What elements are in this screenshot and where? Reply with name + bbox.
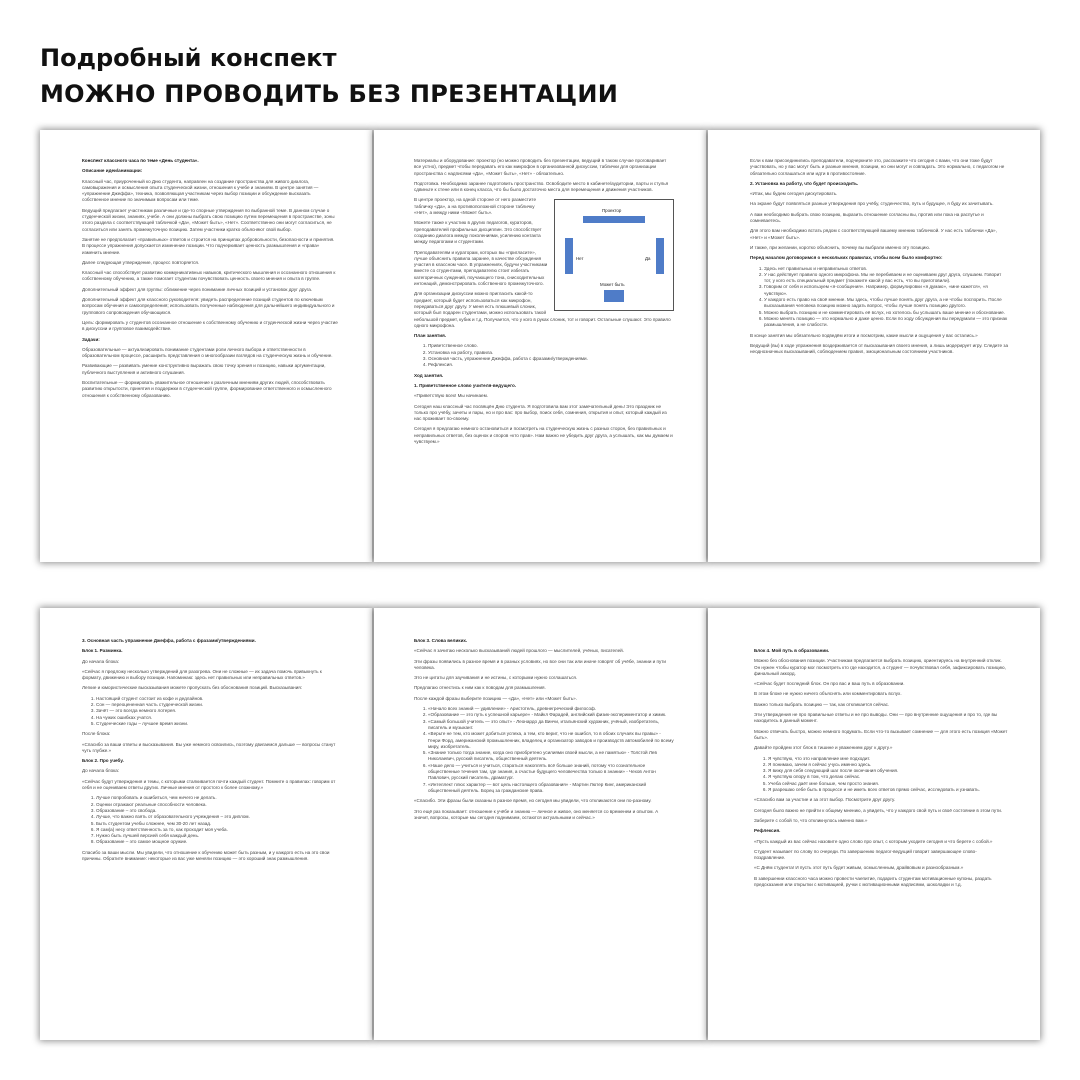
section-heading: Задачи: xyxy=(82,336,100,342)
list-item: 2. У нас действует правило одного микрофона. Мы не перебиваем и не оцениваем друг друга, слушаем. Говорит тот, у кого есть специальный предмет (покажите какой у вас есть, что вы приготовили). xyxy=(764,272,1008,285)
list-item: 5. Студенческие годы – лучшее время жизни. xyxy=(96,721,338,727)
list-item: 6. «Наше дело — учиться и учиться, стараться накоплять всё больше знаний, потому что сознательное общественные течения там, где знания, а счастье будущего человечества только в знании» - Чехов Антон Павлович, русский писатель, драматург. xyxy=(428,763,674,782)
page-header xyxy=(40,40,618,112)
paragraph: Предлагаю отнестись к ним как к поводам для размышления. xyxy=(414,685,546,691)
paragraph: Воспитательные — формировать уважительное отношение к различным мнениям других людей, способствовать развитию открытости, принятия и поддержки в студенческой группе, формирование ответственного и осмысленного отношения к собственному образованию. xyxy=(82,380,332,398)
list-item: 1. Здесь нет правильных и неправильных ответов. xyxy=(764,266,1008,272)
section-heading: Перед началом договоримся о нескольких правилах, чтобы всем было комфортно: xyxy=(750,255,943,261)
paragraph: В завершении классного часа можно провести чаепитие, подарить студентам мотивационные купоны, раздать предсказания или открытки с мотивацией, ручки с мотивационными надписями, шоколадки и т.д. xyxy=(754,875,992,888)
paragraph: В центре проектор, на одной стороне от него разместите табличку «Да», а на противоположной стороне табличку «Нет», а между ними «Может быть». xyxy=(414,197,537,216)
paragraph: «Итак, мы будем сегодня дискутировать. xyxy=(750,191,838,197)
paragraph: Эти утверждения не про правильные ответы и не про выводы. Они — про внутренние ощущения и про то, где вы находитесь в данный момент. xyxy=(754,712,998,724)
list-item: 2. Сон — переоцененная часть студенческой жизни. xyxy=(96,702,338,708)
document-page-6 xyxy=(708,608,1040,1040)
projector-label: Проектор xyxy=(602,208,622,214)
paragraph: «С Днём студента! И пусть этот путь будет живым, осмысленным, драйвовым и разнообразным.» xyxy=(754,865,964,871)
numbered-list xyxy=(414,706,674,794)
numbered-list xyxy=(754,756,1008,794)
list-item: 4. На чужих ошибках учатся. xyxy=(96,715,338,721)
paragraph: «Спасибо. Эти фразы были сказаны в разное время, но сегодня мы увидели, что откликаются они по-разному. xyxy=(414,798,652,804)
paragraph: «Сейчас будут утверждения и темы, с которыми сталкивается почти каждый студент. Помните о правилах: говорим от себя и не оцениваем ответы других. Личные мнения от простого к более сложному.» xyxy=(82,778,336,791)
list-item: 3. Зачёт — это всегда немного лотерея. xyxy=(96,708,338,714)
paragraph: Если к вам присоединились преподаватели, подчеркните это, расскажите что сегодня с вами, что они тоже будут участвовать, но у вас могут быть и разные мнения, позиции, но они могут и совпадать. Это нормально, с педагогом не обязательно соглашаться или идти в противостояние. xyxy=(750,158,1005,176)
section-heading: 2. Установка на работу, что будет происходить. xyxy=(750,180,859,186)
paragraph: «Спасибо за ваши ответы и высказывания. Вы уже немного освоились, поэтому двигаемся дальше — вопросы станут чуть глубже.» xyxy=(82,741,336,753)
paragraph: Спасибо за ваши мысли. Мы увидели, что отношение к обучению может быть разным, и у каждого есть на это свои причины. Обратите внимание: некоторые из вас уже меняли позицию — это хороший знак размышления. xyxy=(82,849,330,862)
paragraph: Легкие и юмористические высказывания можете пропускать без обоснования позиций. Высказывания: xyxy=(82,685,303,691)
paragraph: До начала блока: xyxy=(82,768,120,774)
yes-sign-shape xyxy=(656,238,664,274)
paragraph: Развивающие — развивать умение конструктивно выражать свою точку зрения и позицию, навыки аргументации, публичного выступления и активного слушания. xyxy=(82,363,326,375)
list-item: 1. «Начало всех знаний — удивление» - Аристотель, древнегреческий философ. xyxy=(428,706,674,712)
list-item: 3. Образование – это свобода. xyxy=(96,808,338,814)
section-heading: Описание идеи/анимации: xyxy=(82,168,143,174)
section-heading: 1. Приветственное слово учителя-ведущего. xyxy=(414,382,517,388)
list-item: 2. Установка на работу, правила. xyxy=(428,350,674,356)
paragraph: «Сейчас я зачитаю несколько высказываний людей прошлого — мыслителей, учёных, писателей. xyxy=(414,648,624,654)
projector-shape xyxy=(583,216,645,223)
section-heading: Блок 4. Мой путь в образовании. xyxy=(754,648,830,653)
list-item: 6. Я разрешаю себе быть в процессе и не иметь всех ответов прямо сейчас, исследовать и узнавать. xyxy=(768,787,1008,793)
paragraph: Цель: формировать у студентов осознанное отношение к собственному обучению и студенческой жизни через участие в дискуссии и групповое взаимодействие. xyxy=(82,319,338,332)
list-item: 7. «Интеллект плюс характер — вот цель настоящего образования» - Мартин Лютер Кинг, американский общественный деятель. Борец за гражданские права. xyxy=(428,782,674,795)
paragraph: Классный час, приуроченный ко Дню студента, направлен на создание пространства для живого диалога, самовыражения и осмысления опыта студенческой жизни, отношения к учебе и знаниям. В центре занятия — «упражнение Джеффа», техника, позволяющая участникам через выбор позиции и обсуждение высказать собственное мнение по значимым вопросам или теме. xyxy=(82,178,319,203)
paragraph: В этом блоке не нужно ничего объяснять или комментировать вслух. xyxy=(754,691,902,697)
list-item: 8. Образование – это самое мощное оружие. xyxy=(96,839,338,845)
document-page-3 xyxy=(708,130,1040,562)
list-item: 3. Говорим от себя и используем «я-сообщения». Например, формулировки «я думаю», «мне кажется», «я чувствую». xyxy=(764,284,1008,297)
list-item: 1. Приветственное слово. xyxy=(428,343,674,349)
header-title: МОЖНО ПРОВОДИТЬ БЕЗ ПРЕЗЕНТАЦИИ xyxy=(40,80,619,108)
paragraph: Можете также к участию в других педагогов, кураторов, преподавателей профильных дисциплин. Это способствует созданию диалога между поколениями, усилению контакта между педагогами и студентами. xyxy=(414,220,542,245)
list-item: 1. Лучше попробовать и ошибиться, чем ничего не делать. xyxy=(96,795,338,801)
list-item: 2. Я понимаю, зачем я сейчас учусь именно здесь. xyxy=(768,762,1008,768)
list-item: 2. Оценки отражают реальные способности человека. xyxy=(96,802,338,808)
paragraph: Дополнительный эффект для группы: сближение через понимание личных позиций и установок друг друга. xyxy=(82,286,313,292)
paragraph: Это ещё раз показывает: отношение к учёбе и знанию — личное и живое, оно меняется со временем и опытом. А значит, вопросы, которые мы сегодня поднимаем, остаются актуальными и сейчас.» xyxy=(414,808,659,820)
list-item: 5. «Знание только тогда знание, когда оно приобретено усилиями своей мысли, а не памятью» - Толстой Лев Николаевич, русский писатель, общественный деятель. xyxy=(428,750,674,763)
paragraph: Классный час способствует развитию коммуникативных навыков, критического мышления и осознанного отношения к собственному обучению, а также помогает студентам почувствовать ценность своего мнения и опыта в группе. xyxy=(82,270,336,282)
list-item: 3. Основная часть, упражнение Джеффа, работа с фразами/утверждениями. xyxy=(428,356,674,362)
paragraph: Далее следующая утверждение, процесс повторяется. xyxy=(82,259,200,265)
list-item: 4. Я чувствую опору в том, что делаю сейчас. xyxy=(768,774,1008,780)
paragraph: Для организации дискуссии можно пригласить какой-то предмет, который будет использоваться как микрофон, передаваться друг другу. У меня есть плюшевый слоник, который был подарен студентами, можно использовать такой небольшой предмет, кубик и т.д. Получается, что у кого в руках слоник, тот и говорит. Остальные слушают. Это правило одного микрофона. xyxy=(414,291,671,328)
paragraph: Сегодня я предлагаю немного остановиться и посмотреть на студенческую жизнь с разных сторон, без правильных и неправильных ответов, без оценок и споров «кто прав». Нам важно не убедить друг друга, а услышать, как мы думаем и чувствуем.» xyxy=(414,426,673,444)
paragraph: В конце занятия мы обязательно подведём итоги и посмотрим, какие мысли и ощущения у вас остались.» xyxy=(750,332,978,338)
section-heading: 3. Основная часть упражнение Джеффа, работа с фразами/утверждениями. xyxy=(82,638,256,643)
section-heading: Ход занятия. xyxy=(414,372,444,378)
paragraph: После блока: xyxy=(82,731,111,737)
paragraph: Сегодня наш классный час посвящён Дню студента. Я подготовила вам этот замечательный день! Это праздник не только про учёбу, зачеты и пары, но и про вас: про выбор, поиск себя, сомнения, открытия и опыт, который каждый из нас проживает по-своему. xyxy=(414,403,667,422)
paragraph: «Пусть каждый из вас сейчас назовите одно слово про опыт, с которым уходите сегодня и что берете с собой.» xyxy=(754,838,993,844)
paragraph: Студент называет по слову по очереди. По завершению педагог-ведущий говорит завершающее слово-поздравление. xyxy=(754,848,977,861)
list-item: 1. Я чувствую, что это направление мне подходит. xyxy=(768,756,1008,762)
list-item: 5. Учеба сейчас даёт мне больше, чем просто знания. xyxy=(768,781,1008,787)
paragraph: «Спасибо вам за участие и за этот выбор. Посмотрите друг другу. xyxy=(754,797,896,803)
paragraph: И также, при желании, коротко объяснить, почему вы выбрали именно эту позицию. xyxy=(750,244,931,250)
list-item: 2. «Образование — это путь к успешной карьере» - Майкл Фарадей, английский физик-экспериментатор и химик. xyxy=(428,712,674,718)
numbered-list xyxy=(750,266,1008,329)
list-item: 4. У каждого есть право на своё мнение. Мы здесь, чтобы лучше понять друг друга, а не чтобы поспорить. После высказывания человека позицию можно задать вопрос, чтобы лучше понять позицию другого. xyxy=(764,297,1008,310)
paragraph: Давайте пройдем этот блок в тишине и уважением друг к другу.» xyxy=(754,745,893,751)
numbered-list xyxy=(82,696,338,727)
list-item: 6. Я сам(а) несу ответственность за то, как проходит моя учеба. xyxy=(96,827,338,833)
paragraph: Важно только выбрать позицию — так, как откликается сейчас. xyxy=(754,701,890,707)
document-title: Конспект классного часа по теме «День студента». xyxy=(82,158,199,163)
list-item: 3. Я вижу для себя следующий шаг после окончания обучения. xyxy=(768,768,1008,774)
document-page-2 xyxy=(374,130,706,562)
document-page-4 xyxy=(40,608,372,1040)
document-page-5 xyxy=(374,608,706,1040)
numbered-list xyxy=(82,795,338,845)
paragraph: Материалы и оборудование: проектор (но можно проводить без презентации, ведущий в таком случае проговаривает все устно), предмет чтобы передавать его как микрофон в организованной дискуссии, таблички для организации пространства с надписями «Да», «Может быть», «Нет» - обязательно. xyxy=(414,158,667,176)
paragraph: «Сейчас будет последний блок. Он про вас и ваш путь в образовании. xyxy=(754,681,905,687)
list-item: 6. Можно менять позицию — это нормально и даже ценно. Если по ходу обсуждения вы передумали — это признак размышления, а не слабости. xyxy=(764,316,1008,329)
paragraph: Эти фразы появились в разное время и в разных условиях, но все они так или иначе говорят об учёбе, знании и пути человека. xyxy=(414,658,666,670)
paragraph: На экране будут появляться разные утверждения про учёбу, студенчество, путь и будущее, я буду их зачитывать. xyxy=(750,201,994,207)
list-item: 4. Лучше, что важно взять от образовательного учреждения – это диплом. xyxy=(96,814,338,820)
paragraph: Ведущий (вы) в ходе упражнения воздерживается от высказывания своего мнения, а лишь модерирует игру. Следите за неоднозначных высказываний, соблюдением правил, эмоциональным состоянием участников. xyxy=(750,342,1009,355)
paragraph: «Сейчас я предложу несколько утверждений для разогрева. Они не сложные — их задача помочь привыкнуть к формату, движению и выбору позиции. Напоминаю: здесь нет правильных или неправильных ответов.» xyxy=(82,668,322,681)
paragraph: А вам необходимо выбрать свою позицию, выразить отношение согласны вы, против или пока на распутье и сомневаетесь. xyxy=(750,211,984,224)
paragraph: Это не цитаты для заучивания и не истины, с которыми нужно соглашаться. xyxy=(414,675,578,681)
paragraph: Образовательные — актуализировать понимание студентами роли личного выбора и ответственности в образовательном процессе, расширить представления о многообразии взглядов на студенческую жизнь и обучение. xyxy=(82,346,333,359)
list-item: 5. Быть студентом учебы сложнее, чем 30-20 лет назад. xyxy=(96,821,338,827)
yes-label: Да xyxy=(645,256,651,262)
section-heading: Блок 3. Слова великих. xyxy=(414,638,468,643)
numbered-list xyxy=(414,343,674,368)
paragraph: Преподавателям и кураторам, которых вы «пригласите», лучше объяснить правила заранее, в качестве обсуждения участия в классном часе. В упражнениях, будучи участниками вместе со студентами, преподавателю стоит избегать категоричных суждений, поучающего тона, снисходительных интонаций, демонстрировать собственного промежуточного. xyxy=(414,249,548,287)
paragraph: Дополнительный эффект для классного руководителя: увидеть распределение позиций студентов по ключевым вопросам обучения и самоопределения; использовать полученные наблюдения для дальнейшего индивидуального и группового сопровождения обучающихся. xyxy=(82,297,335,315)
header-subtitle: Подробный конспект xyxy=(40,44,337,72)
document-page-1 xyxy=(40,130,372,562)
classroom-layout-diagram xyxy=(554,199,674,311)
paragraph: Можно отвечать быстро, можно немного подумать. Если что-то вызывает сомнение — для этого есть позиция «Может быть». xyxy=(754,728,1008,740)
list-item: 4. Рефлексия. xyxy=(428,362,674,368)
paragraph: Ведущий предлагает участникам различные и где-то спорные утверждения по выбранной теме. В данном случае о студенческой жизни, знаниях, учебе. А они должны выбрать свою позицию путем перемещения в пространстве, зоны этого раздела с соответствующей табличкой «Да», «Может быть», «Нет». Соответственно они могут согласиться, не согласиться или занять промежуточную позицию. Затем участники кратко объясняют свой выбор. xyxy=(82,207,335,232)
no-label: Нет xyxy=(576,256,584,262)
section-heading: План занятия. xyxy=(414,333,447,339)
no-sign-shape xyxy=(565,238,573,274)
maybe-sign-shape xyxy=(604,290,624,302)
paragraph: Занятие не предполагает «правильных» ответов и строится на принципах добровольности, безопасности и принятия. В процессе упражнения допускается изменение позиции. Что подчеркивает ценность размышления и «права» изменить мнение. xyxy=(82,236,335,255)
list-item: 3. «Самый большой учитель — это опыт» - Леонардо да Винчи, итальянский художник, учёный, изобретатель, писатель и музыкант. xyxy=(428,719,674,732)
section-heading: Блок 1. Разминка. xyxy=(82,648,123,654)
list-item: 5. Можно выбрать позицию и не комментировать её вслух, но хотелось бы услышать ваше мнение и обоснование. xyxy=(764,310,1008,316)
paragraph: Сегодня было важно не прийти к общему мнению, а увидеть, что у каждого свой путь и своё состояние в этом пути. xyxy=(754,807,1003,813)
list-item: 1. Настоящий студент состоит из кофе и дедлайнов. xyxy=(96,696,338,702)
paragraph: «Приветствую всех! Мы начинаем. xyxy=(414,393,489,399)
section-heading: Рефлексия. xyxy=(754,828,781,834)
paragraph: После каждой фразы выберите позицию — «Да», «Нет» или «Может быть». xyxy=(414,695,578,701)
list-item: 7. Нужно быть лучшей версией себя каждый день. xyxy=(96,833,338,839)
section-heading: Блок 2. Про учебу. xyxy=(82,758,124,764)
paragraph: Для этого вам необходимо встать рядом с соответствующей вашему мнению табличкой. У нас есть таблички «Да», «Нет» и «Может быть». xyxy=(750,228,997,240)
paragraph: До начала блока: xyxy=(82,658,120,664)
paragraph: Заберите с собой то, что откликнулось именно вам.» xyxy=(754,817,868,823)
paragraph: Можно без обоснования позиции. Участникам предлагается выбрать позицию, ориентируясь на внутренний отклик. Он нужен чтобы куратор мог посмотреть кто где находится, а студент — почувствовал себя, зафиксировать позицию, финальный аккорд. xyxy=(754,658,1006,676)
list-item: 4. «Верьте не тем, кто может добиться успеха, а тем, кто верит, что не ошибся, то в обоих случаях вы правы» - Генри Форд, американский промышленник, владелец и организатор заводов и производств автомобилей по всему миру, изобретатель. xyxy=(428,731,674,750)
maybe-label: Может быть xyxy=(600,282,625,288)
paragraph: Подготовка. Необходимо заранее подготовить пространство. Освободите место в кабинете/аудитории, парты и стулья сдвиньте к стене или в конец класса, что бы было достаточно места для перемещения и движения участников. xyxy=(414,180,669,193)
